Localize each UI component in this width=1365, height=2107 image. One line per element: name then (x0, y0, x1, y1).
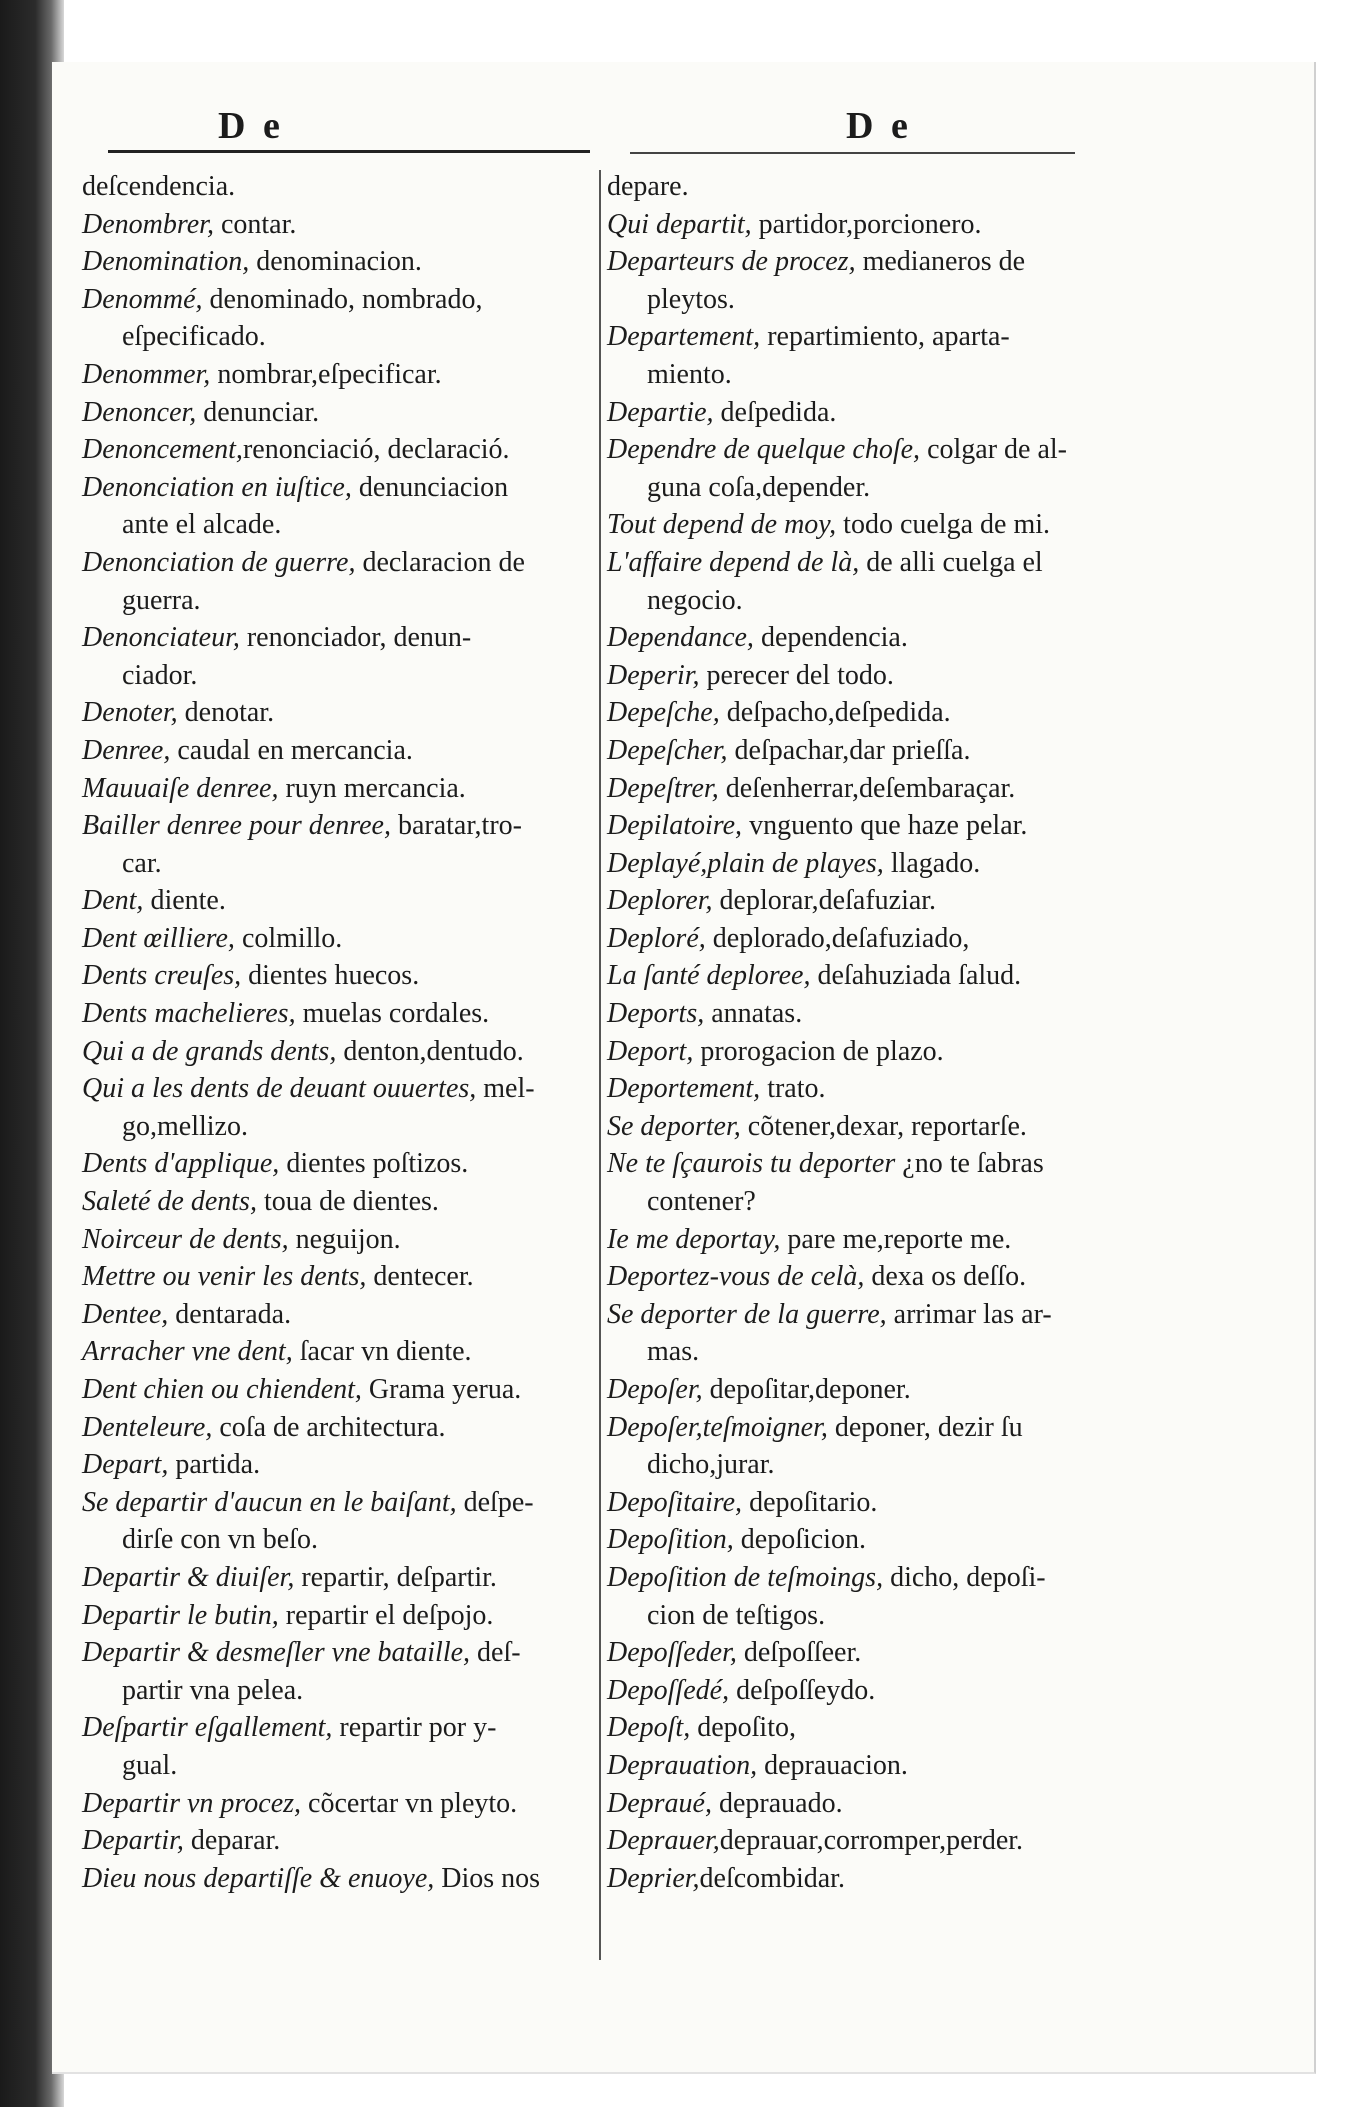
entry-headword: Depoſſeder, (607, 1637, 737, 1669)
entry-translation: deprauado. (711, 1787, 843, 1819)
entry-translation: deparar. (183, 1825, 281, 1857)
entry-headword: Qui departit, (607, 208, 752, 240)
dictionary-entry (607, 807, 1142, 845)
entry-headword: Departir & diuiſer, (82, 1561, 295, 1593)
entry-translation: perecer del todo. (699, 659, 894, 691)
dictionary-entry (82, 957, 587, 995)
entry-translation: renonciació, declaració. (242, 434, 510, 466)
entry-translation: llagado. (883, 847, 981, 879)
entry-headword: Deprauation, (607, 1749, 758, 1781)
entry-headword: Depart, (82, 1449, 169, 1481)
entry-headword: Dentee, (82, 1298, 169, 1330)
dictionary-entry (607, 732, 1142, 770)
left-header-rule (108, 150, 590, 153)
dictionary-entry (607, 1221, 1142, 1259)
entry-headword: Depoſer, (607, 1374, 703, 1405)
entry-continuation: dirſe con vn beſo. (122, 1524, 318, 1556)
left-column (82, 168, 587, 1897)
right-running-head: D e (846, 105, 912, 147)
entry-translation: caudal en mercancia. (170, 734, 413, 766)
entry-headword: Depeſtrer, (607, 772, 719, 804)
entry-continuation: negocio. (647, 584, 743, 616)
entry-headword: Departir le butin, (82, 1599, 279, 1631)
entry-headword: Depoſſedé, (607, 1674, 730, 1706)
entry-headword: Dents machelieres, (82, 998, 296, 1030)
entry-headword: Denoncer, (82, 396, 197, 428)
dictionary-entry (82, 431, 587, 469)
entry-continuation: miento. (647, 358, 732, 390)
entry-translation: deplorado,deſafuziado, (705, 922, 970, 954)
dictionary-entry (607, 168, 1142, 206)
entry-translation: ruyn mercancia. (278, 772, 466, 804)
dictionary-entry (607, 1785, 1142, 1823)
entry-headword: Mettre ou venir les dents, (82, 1261, 367, 1293)
dictionary-entry (82, 1258, 587, 1296)
entry-continuation: cion de teſtigos. (647, 1599, 826, 1631)
entry-headword: Deprauer, (607, 1825, 720, 1857)
entry-translation: dentarada. (168, 1298, 292, 1330)
left-running-head: D e (218, 105, 284, 147)
entry-headword: Deportement, (607, 1073, 761, 1105)
entry-translation: muelas cordales. (295, 998, 490, 1030)
entry-translation: deſenherrar,deſembaraçar. (718, 772, 1016, 804)
entry-translation: deſcombidar. (699, 1862, 845, 1894)
column-divider (599, 170, 601, 1960)
right-header-rule (630, 152, 1075, 154)
entry-headword: Deploré, (607, 922, 706, 954)
dictionary-entry (607, 1709, 1142, 1747)
dictionary-entry (82, 1709, 587, 1784)
entry-translation: neguijon. (288, 1223, 401, 1255)
entry-translation: de alli cuelga el (859, 546, 1043, 578)
entry-headword: Denonciation de guerre, (82, 546, 356, 578)
entry-translation: pare me,reporte me. (780, 1223, 1012, 1255)
dictionary-entry (82, 206, 587, 244)
entry-translation: dentecer. (366, 1261, 474, 1293)
entry-headword: Denoncement, (82, 434, 243, 466)
dictionary-entry (607, 506, 1142, 544)
entry-continuation: ciador. (122, 659, 198, 691)
entry-headword: La ſanté deploree, (607, 960, 811, 992)
entry-translation: prorogacion de plazo. (693, 1035, 944, 1067)
entry-translation: contar. (213, 208, 297, 240)
dictionary-entry (607, 1296, 1142, 1371)
dictionary-entry (82, 694, 587, 732)
dictionary-entry (607, 1521, 1142, 1559)
entry-headword: Ie me deportay, (607, 1223, 781, 1255)
entry-translation: colmillo. (234, 922, 343, 954)
entry-translation: depare. (607, 171, 689, 202)
dictionary-entry (82, 1484, 587, 1559)
entry-translation: repartir por y- (332, 1712, 497, 1744)
dictionary-entry (82, 1033, 587, 1071)
entry-headword: Deprier, (607, 1862, 700, 1894)
entry-continuation: partir vna pelea. (122, 1674, 304, 1706)
entry-translation: toua de dientes. (256, 1186, 439, 1218)
entry-translation: denotar. (177, 697, 275, 729)
entry-headword: Ne te ſçaurois tu deporter (607, 1148, 896, 1180)
entry-headword: Deplorer, (607, 885, 713, 917)
entry-translation: cõtener,dexar, reportarſe. (740, 1110, 1027, 1142)
dictionary-entry (82, 1634, 587, 1709)
dictionary-entry (607, 619, 1142, 657)
entry-translation: denominacion. (249, 246, 422, 278)
dictionary-entry (82, 1785, 587, 1823)
entry-translation: deplorar,deſafuziar. (712, 885, 937, 917)
entry-translation: medianeros de (855, 246, 1026, 278)
dictionary-entry (607, 1822, 1142, 1860)
dictionary-entry (607, 1033, 1142, 1071)
dictionary-entry (607, 1409, 1142, 1484)
entry-translation: arrimar las ar- (886, 1298, 1052, 1330)
dictionary-entry (82, 469, 587, 544)
entry-headword: Depeſche, (607, 697, 720, 729)
dictionary-entry (607, 694, 1142, 732)
entry-translation: dicho, depoſi- (883, 1561, 1046, 1593)
entry-translation: deprauacion. (757, 1749, 908, 1781)
entry-headword: Deplayé,plain de playes, (607, 847, 884, 879)
dictionary-entry (607, 770, 1142, 808)
dictionary-entry (82, 1296, 587, 1334)
dictionary-entry (82, 281, 587, 356)
entry-translation: annatas. (704, 998, 803, 1030)
entry-headword: Departie, (607, 396, 714, 428)
dictionary-entry (82, 1070, 587, 1145)
entry-translation: trato. (760, 1073, 826, 1105)
entry-headword: Denomination, (82, 246, 250, 278)
dictionary-entry (82, 394, 587, 432)
entry-headword: Se deporter, (607, 1110, 741, 1142)
dictionary-entry (607, 394, 1142, 432)
entry-headword: Deports, (607, 998, 705, 1030)
entry-headword: Dent, (82, 885, 144, 917)
entry-headword: Dependance, (607, 622, 754, 654)
dictionary-entry (607, 1371, 1142, 1409)
dictionary-entry (607, 1484, 1142, 1522)
entry-translation: deſcendencia. (82, 171, 236, 202)
entry-headword: Departement, (607, 321, 761, 353)
entry-continuation: go,mellizo. (122, 1110, 248, 1142)
entry-translation: deſpoſſeydo. (729, 1674, 876, 1706)
dictionary-entry (607, 1145, 1142, 1220)
dictionary-entry (82, 770, 587, 808)
dictionary-entry (82, 1860, 587, 1898)
entry-translation: dexa os deſſo. (864, 1261, 1027, 1293)
entry-translation: renonciador, denun- (239, 622, 472, 654)
entry-headword: Dents creuſes, (82, 960, 242, 992)
entry-translation: partidor,porcionero. (751, 208, 982, 240)
entry-headword: Tout depend de moy, (607, 509, 837, 541)
entry-translation: deſpe- (456, 1486, 534, 1518)
entry-headword: Denoter, (82, 697, 178, 729)
entry-continuation: guna coſa,depender. (647, 471, 871, 503)
entry-translation: cõcertar vn pleyto. (301, 1787, 518, 1819)
entry-headword: Denombrer, (82, 208, 214, 240)
entry-translation: mel- (476, 1073, 535, 1105)
dictionary-entry (607, 657, 1142, 695)
entry-headword: Denommé, (82, 283, 203, 315)
dictionary-entry (82, 882, 587, 920)
entry-translation: deſpachar,dar prieſſa. (727, 734, 971, 766)
dictionary-entry (607, 544, 1142, 619)
dictionary-entry (607, 1559, 1142, 1634)
entry-headword: Se deporter de la guerre, (607, 1298, 887, 1330)
dictionary-entry (82, 920, 587, 958)
entry-translation: Grama yerua. (361, 1374, 522, 1405)
entry-headword: Mauuaiſe denree, (82, 772, 279, 804)
dictionary-entry (607, 206, 1142, 244)
entry-headword: Depeſcher, (607, 734, 728, 766)
entry-headword: Denonciation en iuſtice, (82, 471, 352, 503)
entry-headword: Denommer, (82, 358, 211, 390)
entry-translation: deſpoſſeer. (736, 1637, 862, 1669)
entry-headword: Denteleure, (82, 1411, 213, 1443)
entry-headword: Dents d'applique, (82, 1148, 280, 1180)
entry-headword: Depoſition, (607, 1524, 734, 1556)
dictionary-entry (607, 1860, 1142, 1898)
dictionary-entry (607, 1634, 1142, 1672)
entry-continuation: eſpecificado. (122, 321, 266, 353)
dictionary-entry (82, 1221, 587, 1259)
entry-continuation: contener? (647, 1186, 756, 1218)
dictionary-entry (82, 1145, 587, 1183)
dictionary-entry (607, 920, 1142, 958)
entry-translation: diente. (143, 885, 226, 917)
entry-headword: Deportez-vous de celà, (607, 1261, 865, 1293)
entry-translation: todo cuelga de mi. (836, 509, 1050, 541)
dictionary-entry (607, 1747, 1142, 1785)
dictionary-entry (82, 619, 587, 694)
entry-headword: Depoſer,teſmoigner, (607, 1411, 828, 1443)
entry-translation: repartir el deſpojo. (278, 1599, 494, 1631)
entry-headword: Saleté de dents, (82, 1186, 257, 1218)
entry-translation: ſacar vn diente. (292, 1336, 472, 1368)
dictionary-entry (82, 1371, 587, 1409)
entry-headword: Bailler denree pour denree, (82, 810, 391, 842)
entry-translation: deſpedida. (713, 396, 837, 428)
entry-headword: Departir, (82, 1825, 184, 1857)
dictionary-entry (82, 1409, 587, 1447)
entry-continuation: car. (122, 847, 162, 879)
dictionary-entry (82, 1333, 587, 1371)
entry-continuation: ante el alcade. (122, 509, 282, 541)
entry-headword: Departeurs de procez, (607, 246, 856, 278)
entry-continuation: mas. (647, 1336, 700, 1368)
entry-translation: deprauar,corromper,perder. (719, 1825, 1024, 1857)
entry-headword: Deperir, (607, 659, 700, 691)
dictionary-entry (607, 318, 1142, 393)
entry-translation: denunciar. (196, 396, 320, 428)
entry-continuation: gual. (122, 1749, 178, 1781)
entry-headword: Dieu nous departiſſe & enuoye, (82, 1862, 435, 1894)
dictionary-entry (607, 882, 1142, 920)
entry-headword: Dependre de quelque choſe, (607, 434, 921, 466)
dictionary-entry (82, 1446, 587, 1484)
entry-translation: denton,dentudo. (336, 1035, 524, 1067)
entry-translation: ¿no te ſabras (895, 1148, 1044, 1180)
entry-headword: Arracher vne dent, (82, 1336, 293, 1368)
dictionary-entry (82, 356, 587, 394)
dictionary-entry (82, 1183, 587, 1221)
entry-headword: Deport, (607, 1035, 694, 1067)
entry-continuation: pleytos. (647, 283, 735, 315)
entry-continuation: dicho,jurar. (647, 1449, 775, 1481)
entry-headword: Dent chien ou chiendent, (82, 1374, 362, 1405)
entry-headword: Depraué, (607, 1787, 712, 1819)
dictionary-entry (607, 431, 1142, 506)
entry-headword: Depoſitaire, (607, 1486, 743, 1518)
entry-translation: colgar de al- (920, 434, 1067, 466)
dictionary-entry (82, 732, 587, 770)
entry-headword: Dent œilliere, (82, 922, 235, 954)
entry-translation: denominado, nombrado, (202, 283, 483, 315)
dictionary-entry (607, 1070, 1142, 1108)
entry-translation: depoſitar,deponer. (702, 1374, 911, 1405)
entry-translation: repartir, deſpartir. (294, 1561, 497, 1593)
entry-headword: Se departir d'aucun en le baiſant, (82, 1486, 457, 1518)
entry-headword: Denonciateur, (82, 622, 240, 654)
entry-headword: Depoſt, (607, 1712, 691, 1744)
entry-translation: coſa de architectura. (212, 1411, 446, 1443)
entry-headword: L'affaire depend de là, (607, 546, 860, 578)
dictionary-entry (607, 243, 1142, 318)
entry-headword: Noirceur de dents, (82, 1223, 289, 1255)
entry-translation: partida. (168, 1449, 261, 1481)
dictionary-entry (607, 1108, 1142, 1146)
entry-translation: vnguento que haze pelar. (742, 810, 1028, 842)
dictionary-entry (82, 544, 587, 619)
dictionary-entry (82, 243, 587, 281)
entry-translation: deſpacho,deſpedida. (719, 697, 951, 729)
dictionary-entry (607, 1258, 1142, 1296)
dictionary-entry (607, 957, 1142, 995)
entry-translation: nombrar,eſpecificar. (210, 358, 442, 390)
dictionary-entry (82, 1597, 587, 1635)
dictionary-entry (82, 1822, 587, 1860)
dictionary-entry (82, 1559, 587, 1597)
entry-translation: depoſicion. (733, 1524, 866, 1556)
dictionary-entry (607, 995, 1142, 1033)
entry-headword: Departir & desmeſler vne bataille, (82, 1637, 471, 1669)
entry-translation: denunciacion (351, 471, 509, 503)
dictionary-entry (607, 1672, 1142, 1710)
entry-translation: Dios nos (434, 1862, 541, 1894)
entry-translation: dientes poſtizos. (279, 1148, 469, 1180)
entry-continuation: guerra. (122, 584, 201, 616)
entry-headword: Depoſition de teſmoings, (607, 1561, 884, 1593)
dictionary-entry (82, 168, 587, 206)
entry-translation: deſahuziada ſalud. (810, 960, 1022, 992)
right-column (607, 168, 1142, 1897)
entry-headword: Deſpartir eſgallement, (82, 1712, 333, 1744)
entry-headword: Qui a les dents de deuant ouuertes, (82, 1073, 477, 1105)
entry-translation: depoſito, (690, 1712, 796, 1744)
entry-headword: Depilatoire, (607, 810, 743, 842)
entry-translation: repartimiento, aparta- (760, 321, 1010, 353)
dictionary-entry (82, 807, 587, 882)
entry-headword: Departir vn procez, (82, 1787, 302, 1819)
entry-translation: deponer, dezir ſu (827, 1411, 1023, 1443)
entry-translation: dependencia. (753, 622, 908, 654)
entry-translation: declaracion de (355, 546, 525, 578)
dictionary-entry (82, 995, 587, 1033)
entry-translation: dientes huecos. (241, 960, 420, 992)
entry-translation: depoſitario. (742, 1486, 878, 1518)
entry-headword: Denree, (82, 734, 171, 766)
entry-translation: deſ- (470, 1637, 521, 1669)
dictionary-entry (607, 845, 1142, 883)
entry-headword: Qui a de grands dents, (82, 1035, 337, 1067)
entry-translation: baratar,tro- (390, 810, 522, 842)
